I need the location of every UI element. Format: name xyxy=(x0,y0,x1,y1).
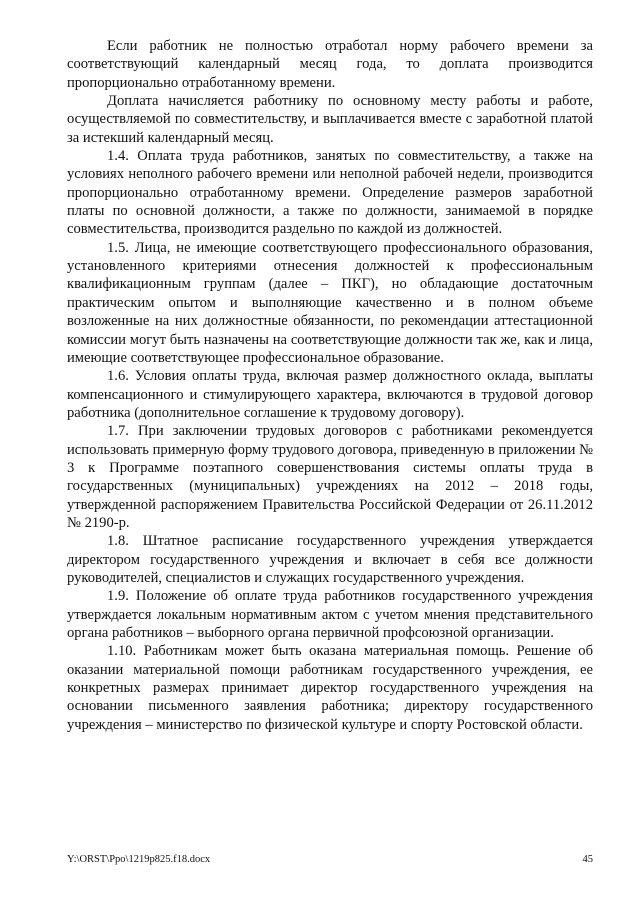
paragraph-1-9: 1.9. Положение об оплате труда работников государственного учреждения утверждается локальным нормативным актом с учетом мнения представительного органа работников – выборного органа первичной профсоюзной организации. xyxy=(67,588,593,641)
paragraph-partial-month: Если работник не полностью отработал норму рабочего времени за соответствующий календарный месяц года, то доплата производится пропорционально отработанному времени. xyxy=(67,38,593,91)
paragraph-accrual: Доплата начисляется работнику по основному месту работы и работе, осуществляемой по совместительству, и выплачивается вместе с заработной платой за истекший календарный месяц. xyxy=(67,93,593,146)
paragraph-1-10: 1.10. Работникам может быть оказана материальная помощь. Решение об оказании материальной помощи работникам государственного учреждения, ее конкретных размерах принимает директор государственного учреждения на основании письменного заявления работника; директору государственного учреждения – министерство по физической культуре и спорту Ростовской области. xyxy=(67,643,593,733)
paragraph-1-4: 1.4. Оплата труда работников, занятых по совместительству, а также на условиях неполного рабочего времени или неполной рабочей недели, производится пропорционально отработанному времени. Определение размеров заработной платы по основной должности, а также по должности, занимаемой в порядке совместительства, производится раздельно по каждой из должностей. xyxy=(67,148,593,238)
paragraph-1-8: 1.8. Штатное расписание государственного учреждения утверждается директором государственного учреждения и включает в себя все должности руководителей, специалистов и служащих государственного учреждения. xyxy=(67,533,593,586)
paragraph-1-6: 1.6. Условия оплаты труда, включая размер должностного оклада, выплаты компенсационного и стимулирующего характера, включаются в трудовой договор работника (дополнительное соглашение к трудовому договору). xyxy=(67,368,593,421)
paragraph-1-5: 1.5. Лица, не имеющие соответствующего профессионального образования, установленного критериями отнесения должностей к профессиональным квалификационным группам (далее – ПКГ), но обладающие достаточным практическим опытом и выполняющие качественно и в полном объеме возложенные на них должностные обязанности, по рекомендации аттестационной комиссии могут быть назначены на соответствующие должности так же, как и лица, имеющие соответствующее профессиональное образование. xyxy=(67,239,593,366)
document-body xyxy=(67,37,593,734)
paragraph-1-7: 1.7. При заключении трудовых договоров с работниками рекомендуется использовать примерную форму трудового договора, приведенную в приложении № 3 к Программе поэтапного совершенствования системы оплаты труда в государственных (муниципальных) учреждениях на 2012 – 2018 годы, утвержденной распоряжением Правительства Российской Федерации от 26.11.2012 № 2190-р. xyxy=(67,423,593,531)
footer-page-number: 45 xyxy=(582,854,593,865)
footer-file-path: Y:\ORST\Ppo\1219p825.f18.docx xyxy=(67,854,211,865)
